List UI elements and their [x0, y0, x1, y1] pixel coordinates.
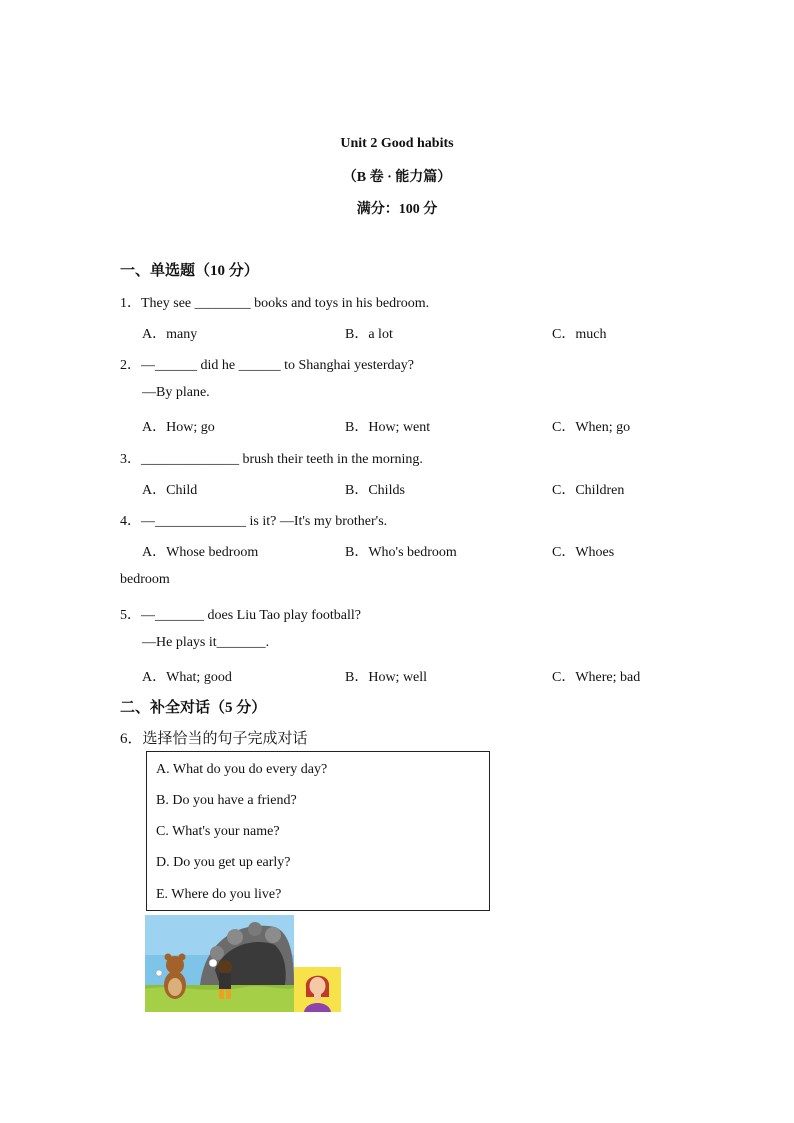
option-c: C．Children: [552, 483, 625, 498]
option-b: B．Who's bedroom: [345, 545, 457, 560]
option-a: A．How; go: [142, 420, 215, 435]
choice-item: C. What's your name?: [156, 824, 280, 839]
question-text: 2．—______ did he ______ to Shanghai yesterday?: [120, 358, 414, 373]
question-text: 5．—_______ does Liu Tao play football?: [120, 608, 362, 623]
option-b: B．Childs: [345, 483, 405, 498]
option-a: A．What; good: [142, 670, 232, 685]
section-heading: 二、补全对话（5 分）: [120, 700, 267, 716]
section-heading: 一、单选题（10 分）: [120, 263, 259, 279]
full-score: 满分：100 分: [356, 202, 438, 217]
option-a: A．Whose bedroom: [142, 545, 259, 560]
option-c: C．Where; bad: [552, 670, 641, 685]
choice-box: [146, 751, 490, 911]
question-answer-line: —By plane.: [142, 385, 210, 400]
option-b: B．How; well: [345, 670, 428, 685]
choice-item: D. Do you get up early?: [156, 855, 291, 870]
question-text: 6．选择恰当的句子完成对话: [120, 731, 308, 747]
option-b: B．How; went: [345, 420, 431, 435]
question-text: 1．They see ________ books and toys in his bedroom.: [120, 296, 430, 311]
choice-item: A. What do you do every day?: [156, 762, 328, 777]
question-text: 3．______________ brush their teeth in the morning.: [120, 452, 423, 467]
cartoon-scene-image: [145, 915, 294, 1012]
choice-item: B. Do you have a friend?: [156, 793, 297, 808]
choice-item: E. Where do you live?: [156, 887, 282, 902]
question-answer-line: —He plays it_______.: [142, 635, 270, 650]
option-a: A．many: [142, 327, 198, 342]
page-subtitle: （B 卷 · 能力篇）: [342, 170, 452, 185]
option-a: A．Child: [142, 483, 198, 498]
option-c: C．Whoes: [552, 545, 615, 560]
page-title: Unit 2 Good habits: [340, 136, 454, 151]
option-c-continuation: bedroom: [120, 572, 170, 587]
option-c: C．When; go: [552, 420, 631, 435]
option-b: B．a lot: [345, 327, 393, 342]
option-c: C．much: [552, 327, 607, 342]
question-text: 4．—_____________ is it? —It's my brother's.: [120, 514, 388, 529]
woman-portrait-image: [294, 967, 341, 1012]
